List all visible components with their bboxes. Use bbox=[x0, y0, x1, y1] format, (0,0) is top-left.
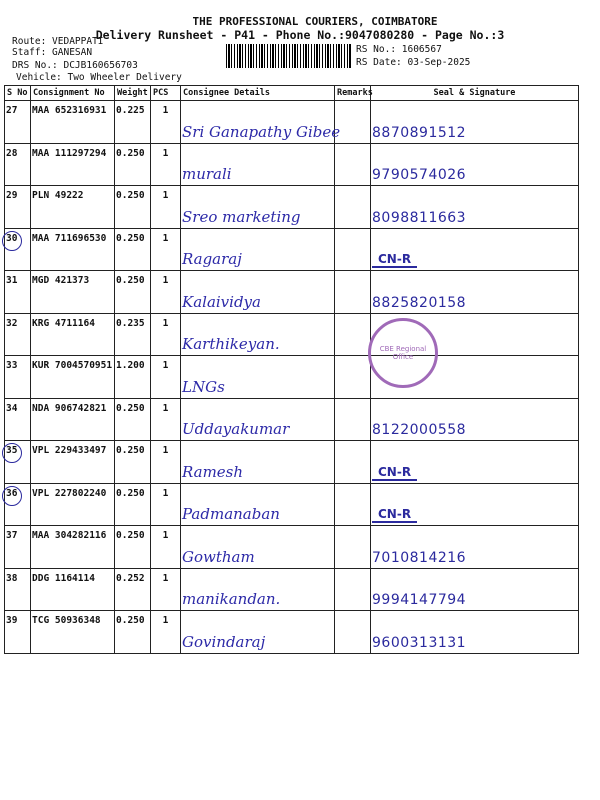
remarks-cell bbox=[335, 611, 371, 654]
weight-cell: 0.250 bbox=[115, 441, 151, 484]
pcs-cell: 1 bbox=[151, 611, 181, 654]
consignee-cell bbox=[181, 356, 335, 399]
staff-label: Staff: GANESAN bbox=[12, 47, 93, 58]
table-row bbox=[5, 483, 579, 526]
pcs-cell: 1 bbox=[151, 356, 181, 399]
col-weight: Weight bbox=[115, 86, 151, 101]
col-sno: S No bbox=[5, 86, 31, 101]
remarks-cell bbox=[335, 186, 371, 229]
remarks-cell bbox=[335, 526, 371, 569]
consignee-cell bbox=[181, 611, 335, 654]
pcs-cell: 1 bbox=[151, 526, 181, 569]
consignee-cell bbox=[181, 441, 335, 484]
sno-cell bbox=[5, 143, 31, 186]
col-remarks: Remarks bbox=[335, 86, 371, 101]
consignment-cell: TCG 50936348 bbox=[31, 611, 115, 654]
sno-cell bbox=[5, 228, 31, 271]
sno-value: 39 bbox=[6, 615, 18, 626]
pcs-cell: 1 bbox=[151, 143, 181, 186]
signature-handwriting: 9600313131 bbox=[372, 634, 467, 651]
signature-handwriting: 9994147794 bbox=[372, 592, 467, 608]
weight-cell: 0.250 bbox=[115, 483, 151, 526]
sno-value: 35 bbox=[6, 445, 18, 456]
weight-cell: 0.250 bbox=[115, 611, 151, 654]
barcode bbox=[226, 44, 352, 68]
regional-office-stamp bbox=[368, 318, 438, 388]
sno-cell bbox=[5, 313, 31, 356]
pcs-cell: 1 bbox=[151, 483, 181, 526]
table-row bbox=[5, 143, 579, 186]
sno-cell bbox=[5, 441, 31, 484]
sno-value: 36 bbox=[6, 487, 18, 499]
table-row bbox=[5, 611, 579, 654]
route-label: Route: VEDAPPATI bbox=[12, 36, 104, 47]
sno-cell bbox=[5, 568, 31, 611]
sno-value: 29 bbox=[6, 190, 18, 201]
signature-handwriting: CN-R bbox=[372, 507, 417, 523]
consignee-cell bbox=[181, 271, 335, 314]
consignment-cell: KRG 4711164 bbox=[31, 313, 115, 356]
consignee-handwriting: LNGs bbox=[182, 377, 225, 396]
sno-value: 31 bbox=[6, 275, 18, 286]
signature-handwriting: CN-R bbox=[372, 252, 417, 268]
consignee-handwriting: Kalaividya bbox=[182, 292, 261, 311]
weight-cell: 0.250 bbox=[115, 271, 151, 314]
remarks-cell bbox=[335, 101, 371, 144]
runsheet-title: Delivery Runsheet - P41 - Phone No.:9047080280 - Page No.:3 bbox=[95, 28, 505, 42]
signature-cell bbox=[371, 483, 579, 526]
signature-cell bbox=[371, 568, 579, 611]
consignment-cell: MAA 711696530 bbox=[31, 228, 115, 271]
signature-cell bbox=[371, 611, 579, 654]
table-row bbox=[5, 271, 579, 314]
consignee-cell bbox=[181, 101, 341, 144]
remarks-cell bbox=[335, 356, 371, 399]
sno-value: 37 bbox=[6, 530, 18, 541]
consignment-cell: NDA 906742821 bbox=[31, 398, 115, 441]
consignee-handwriting: Karthikeyan. bbox=[182, 335, 280, 353]
table-row bbox=[5, 441, 579, 484]
consignment-cell: MAA 304282116 bbox=[31, 526, 115, 569]
table-row bbox=[5, 398, 579, 441]
consignee-handwriting: Ramesh bbox=[182, 462, 244, 481]
consignment-cell: VPL 227802240 bbox=[31, 483, 115, 526]
rs-date: RS Date: 03-Sep-2025 bbox=[356, 57, 471, 68]
sno-cell bbox=[5, 398, 31, 441]
vehicle-label: Vehicle: Two Wheeler Delivery bbox=[16, 72, 182, 83]
weight-cell: 0.250 bbox=[115, 398, 151, 441]
table-header-row bbox=[5, 86, 579, 101]
remarks-cell bbox=[335, 441, 371, 484]
sno-cell bbox=[5, 186, 31, 229]
signature-handwriting: 8825820158 bbox=[372, 294, 467, 311]
runsheet-table bbox=[4, 85, 579, 654]
consignee-handwriting: murali bbox=[182, 165, 232, 183]
signature-cell bbox=[371, 186, 579, 229]
company-name: THE PROFESSIONAL COURIERS, COIMBATORE bbox=[192, 15, 438, 28]
table-row bbox=[5, 568, 579, 611]
sno-cell bbox=[5, 611, 31, 654]
consignee-handwriting: manikandan. bbox=[182, 590, 281, 608]
sno-value: 32 bbox=[6, 317, 18, 329]
signature-cell bbox=[371, 441, 579, 484]
consignee-handwriting: Uddayakumar bbox=[182, 420, 290, 438]
sno-value: 27 bbox=[6, 105, 18, 116]
remarks-cell bbox=[335, 143, 371, 186]
consignee-handwriting: Gowtham bbox=[182, 547, 255, 566]
remarks-cell bbox=[335, 313, 371, 356]
weight-cell: 1.200 bbox=[115, 356, 151, 399]
sno-value: 38 bbox=[6, 572, 18, 584]
consignment-cell: VPL 229433497 bbox=[31, 441, 115, 484]
consignment-cell: DDG 1164114 bbox=[31, 568, 115, 611]
pcs-cell: 1 bbox=[151, 271, 181, 314]
sno-value: 28 bbox=[6, 147, 18, 159]
stamp-text: CBE Regional Office bbox=[379, 345, 427, 361]
table-row bbox=[5, 356, 579, 399]
table-row bbox=[5, 313, 579, 356]
table-row bbox=[5, 186, 579, 229]
consignment-cell: MAA 111297294 bbox=[31, 143, 115, 186]
consignee-cell bbox=[181, 186, 335, 229]
pcs-cell: 1 bbox=[151, 101, 181, 144]
sno-cell bbox=[5, 101, 31, 144]
pcs-cell: 1 bbox=[151, 313, 181, 356]
table-row bbox=[5, 228, 579, 271]
consignee-cell bbox=[181, 526, 335, 569]
circle-mark bbox=[2, 486, 22, 506]
pcs-cell: 1 bbox=[151, 228, 181, 271]
circle-mark bbox=[2, 231, 22, 251]
weight-cell: 0.225 bbox=[115, 101, 151, 144]
sno-cell bbox=[5, 526, 31, 569]
circle-mark bbox=[2, 443, 22, 463]
weight-cell: 0.250 bbox=[115, 186, 151, 229]
consignment-cell: PLN 49222 bbox=[31, 186, 115, 229]
signature-cell bbox=[371, 228, 579, 271]
table-row bbox=[5, 101, 579, 144]
remarks-cell bbox=[335, 228, 371, 271]
signature-cell bbox=[371, 101, 579, 144]
signature-handwriting: 8122000558 bbox=[372, 422, 467, 438]
pcs-cell: 1 bbox=[151, 398, 181, 441]
sno-cell bbox=[5, 483, 31, 526]
signature-handwriting: 8098811663 bbox=[372, 209, 467, 226]
consignee-cell bbox=[181, 313, 335, 356]
consignee-handwriting: Padmanaban bbox=[182, 505, 280, 523]
consignee-handwriting: Ragaraj bbox=[182, 250, 242, 268]
consignee-cell bbox=[181, 568, 335, 611]
signature-handwriting: 9790574026 bbox=[372, 167, 467, 183]
weight-cell: 0.235 bbox=[115, 313, 151, 356]
consignee-handwriting: Sri Ganapathy Gibee bbox=[182, 122, 341, 141]
signature-handwriting: 8870891512 bbox=[372, 124, 467, 141]
consignee-handwriting: Govindaraj bbox=[182, 632, 266, 651]
consignee-cell bbox=[181, 228, 335, 271]
signature-cell bbox=[371, 143, 579, 186]
consignment-cell: MAA 652316931 bbox=[31, 101, 115, 144]
sno-value: 34 bbox=[6, 402, 18, 414]
consignee-handwriting: Sreo marketing bbox=[182, 207, 301, 226]
col-consignee: Consignee Details bbox=[181, 86, 335, 101]
sno-cell bbox=[5, 356, 31, 399]
consignee-cell bbox=[181, 398, 335, 441]
rs-number: RS No.: 1606567 bbox=[356, 44, 442, 55]
consignment-cell: KUR 7004570951 bbox=[31, 356, 115, 399]
consignee-cell bbox=[181, 483, 335, 526]
consignment-cell: MGD 421373 bbox=[31, 271, 115, 314]
signature-handwriting: CN-R bbox=[372, 465, 417, 481]
remarks-cell bbox=[335, 568, 371, 611]
drs-number: DRS No.: DCJB160656703 bbox=[12, 60, 138, 71]
weight-cell: 0.250 bbox=[115, 526, 151, 569]
signature-cell bbox=[371, 271, 579, 314]
weight-cell: 0.250 bbox=[115, 143, 151, 186]
sno-value: 33 bbox=[6, 360, 18, 371]
remarks-cell bbox=[335, 483, 371, 526]
weight-cell: 0.252 bbox=[115, 568, 151, 611]
sno-cell bbox=[5, 271, 31, 314]
col-consignment: Consignment No bbox=[31, 86, 115, 101]
pcs-cell: 1 bbox=[151, 441, 181, 484]
pcs-cell: 1 bbox=[151, 568, 181, 611]
signature-handwriting: 7010814216 bbox=[372, 549, 467, 566]
weight-cell: 0.250 bbox=[115, 228, 151, 271]
col-pcs: PCS bbox=[151, 86, 181, 101]
signature-cell bbox=[371, 398, 579, 441]
remarks-cell bbox=[335, 271, 371, 314]
table-row bbox=[5, 526, 579, 569]
signature-cell bbox=[371, 526, 579, 569]
col-signature: Seal & Signature bbox=[371, 86, 579, 101]
sno-value: 30 bbox=[6, 232, 18, 244]
pcs-cell: 1 bbox=[151, 186, 181, 229]
consignee-cell bbox=[181, 143, 335, 186]
remarks-cell bbox=[335, 398, 371, 441]
